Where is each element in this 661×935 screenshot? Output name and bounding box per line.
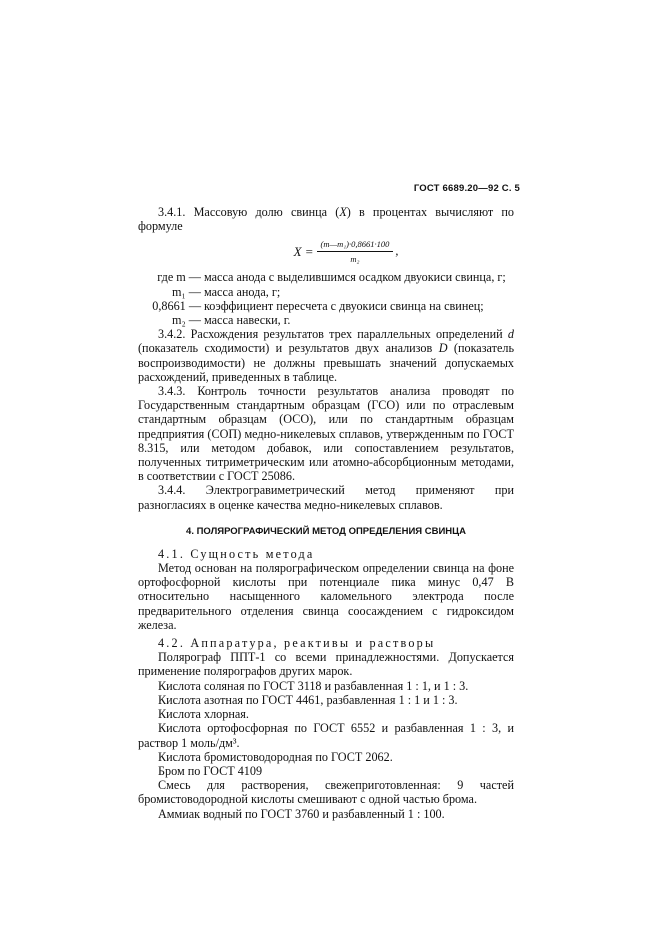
- definition-text: масса анода, г;: [204, 284, 281, 299]
- definition-row: [138, 313, 514, 327]
- subsection-4-2-heading: 4.2. Аппаратура, реактивы и растворы: [158, 636, 436, 651]
- clause-3-4-2-text-b: (показатель сходимости) и результатов двух анализов: [138, 341, 439, 356]
- reagent-item: Кислота хлорная.: [158, 707, 249, 722]
- clause-3-4-2-text-a: 3.4.2. Расхождения результатов трех параллельных определений: [158, 327, 508, 342]
- variable-d: d: [507, 327, 514, 342]
- formula-fraction: [317, 239, 394, 264]
- reagent-item: Смесь для растворения, свежеприготовленная: 9 частей бромистоводородной кислоты смешивают с одной частью брома.: [138, 778, 514, 807]
- reagent-item: Аммиак водный по ГОСТ 3760 и разбавленный 1 : 100.: [158, 806, 445, 821]
- definition-symbol: где m —: [157, 270, 201, 285]
- reagent-item: Кислота азотная по ГОСТ 4461, разбавленная 1 : 1 и 1 : 3.: [158, 692, 458, 707]
- definition-row: [138, 285, 514, 299]
- document-body: [138, 205, 514, 821]
- reagent-item: Полярограф ППТ-1 со всеми принадлежностями. Допускается применение полярографов других марок.: [138, 650, 514, 679]
- section-4-heading: 4. ПОЛЯРОГРАФИЧЕСКИЙ МЕТОД ОПРЕДЕЛЕНИЯ СВИНЦА: [186, 525, 466, 537]
- clause-3-4-2-text-c: (показатель воспроизводимости) не должны превышать значений допускаемых расхождений, приведенных в таблице.: [138, 341, 515, 384]
- formula: [178, 239, 514, 264]
- reagent-item: Кислота бромистоводородная по ГОСТ 2062.: [158, 749, 393, 764]
- clause-3-4-3: 3.4.3. Контроль точности результатов анализа проводят по Государственным стандартным образцам (ГСО) или по отраслевым стандартным образцам (ОСО), или по стандартным образцам предприятия (СОП) медно-никелевых сплавов, утвержденным по ГОСТ 8.315, или методом добавок, или сопоставлением результатов, полученных титриметрическим или атомно-абсорбционным методами, в соответствии с ГОСТ 25086.: [138, 384, 514, 484]
- variable-x: X: [339, 205, 347, 219]
- clause-3-4-4: 3.4.4. Электрогравиметрический метод применяют при разногласиях в оценке качества медно-никелевых сплавов.: [138, 483, 514, 512]
- reagent-item: Бром по ГОСТ 4109: [158, 763, 263, 778]
- reagent-item: Кислота ортофосфорная по ГОСТ 6552 и разбавленная 1 : 3, и раствор 1 моль/дм³.: [138, 721, 514, 750]
- formula-denominator: m₂: [350, 254, 360, 265]
- definition-symbol: 0,8661 —: [152, 298, 201, 313]
- clause-3-4-1-text-b: ) в процентах вычисляют по формуле: [138, 205, 514, 234]
- definition-text: коэффициент пересчета с двуокиси свинца на свинец;: [204, 298, 484, 313]
- definition-symbol: m₁ —: [172, 284, 201, 299]
- definition-text: масса анода с выделившимся осадком двуокиси свинца, г;: [204, 270, 506, 285]
- clause-4-1-text: Метод основан на полярографическом определении свинца на фоне ортофосфорной кислоты при потенциале пика минус 0,47 В относительно насыщенного каломельного электрода после предварительного отделения свинца соосаждением с гидроксидом железа.: [138, 561, 514, 632]
- subsection-4-1-heading: 4.1. Сущность метода: [158, 546, 315, 561]
- formula-numerator: (m—m₁)·0,8661·100: [317, 239, 394, 252]
- variable-D: D: [438, 341, 448, 356]
- clause-3-4-1: [138, 205, 514, 233]
- formula-lhs: X =: [293, 243, 314, 259]
- clause-3-4-2: [138, 327, 514, 384]
- reagent-item: Кислота соляная по ГОСТ 3118 и разбавленная 1 : 1, и 1 : 3.: [158, 678, 469, 693]
- clause-3-4-1-text-a: 3.4.1. Массовую долю свинца (: [158, 205, 340, 219]
- formula-tail: ,: [395, 244, 399, 259]
- definition-text: масса навески, г.: [204, 313, 291, 328]
- definition-row: [138, 270, 514, 284]
- definition-symbol: m₂ —: [172, 313, 201, 328]
- page-header: ГОСТ 6689.20—92 С. 5: [413, 183, 520, 194]
- definition-row: [138, 299, 514, 313]
